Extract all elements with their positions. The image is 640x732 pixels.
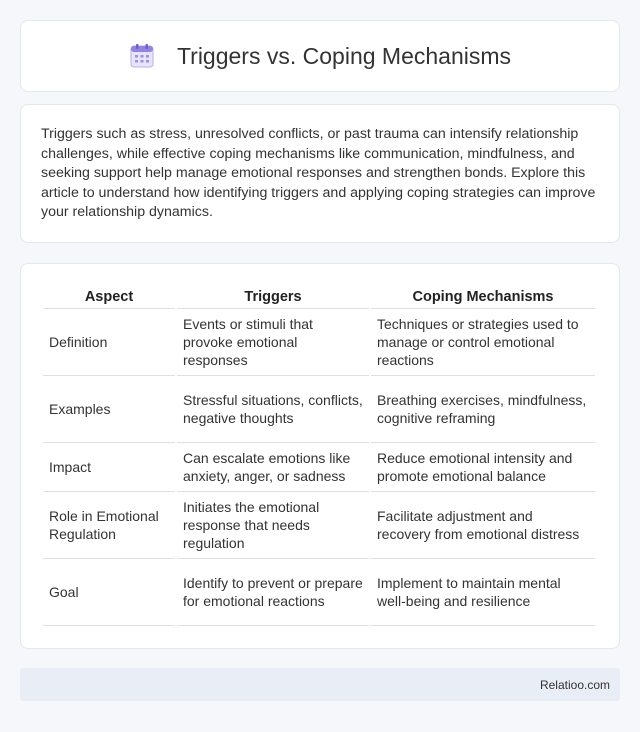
table-cell: Facilitate adjustment and recovery from emotional distress [371, 492, 595, 559]
table-row [43, 376, 595, 443]
table-row [43, 443, 595, 492]
table-cell: Role in Emotional Regulation [43, 492, 175, 559]
footer [20, 668, 620, 701]
table-cell: Definition [43, 309, 175, 376]
intro-card [20, 104, 620, 243]
table-cell: Implement to maintain mental well-being and resilience [371, 559, 595, 626]
comparison-table [41, 284, 597, 626]
table-row [43, 492, 595, 559]
table-cell: Events or stimuli that provoke emotional responses [177, 309, 369, 376]
table-cell: Identify to prevent or prepare for emotional reactions [177, 559, 369, 626]
table-header-row [43, 284, 595, 309]
intro-text: Triggers such as stress, unresolved conflicts, or past trauma can intensify relationship challenges, while effective coping mechanisms like communication, mindfulness, and seeking support help manage emotional responses and strengthen bonds. Explore this article to understand how identifying triggers and applying coping strategies can improve your relationship dynamics. [41, 126, 596, 220]
title-card [20, 20, 620, 92]
column-header-aspect: Aspect [43, 284, 175, 309]
table-cell: Initiates the emotional response that needs regulation [177, 492, 369, 559]
table-cell: Techniques or strategies used to manage or control emotional reactions [371, 309, 595, 376]
table-row [43, 559, 595, 626]
table-cell: Examples [43, 376, 175, 443]
table-cell: Stressful situations, conflicts, negative thoughts [177, 376, 369, 443]
table-cell: Impact [43, 443, 175, 492]
footer-site-link[interactable]: Relatioo.com [539, 677, 610, 692]
table-cell: Reduce emotional intensity and promote emotional balance [371, 443, 595, 492]
table-cell: Can escalate emotions like anxiety, anger, or sadness [177, 443, 369, 492]
table-row [43, 309, 595, 376]
column-header-triggers: Triggers [177, 284, 369, 309]
column-header-coping: Coping Mechanisms [371, 284, 595, 309]
table-cell: Goal [43, 559, 175, 626]
calendar-icon [129, 43, 155, 69]
page-title: Triggers vs. Coping Mechanisms [176, 42, 512, 69]
table-cell: Breathing exercises, mindfulness, cognitive reframing [371, 376, 595, 443]
table-card [20, 263, 620, 649]
